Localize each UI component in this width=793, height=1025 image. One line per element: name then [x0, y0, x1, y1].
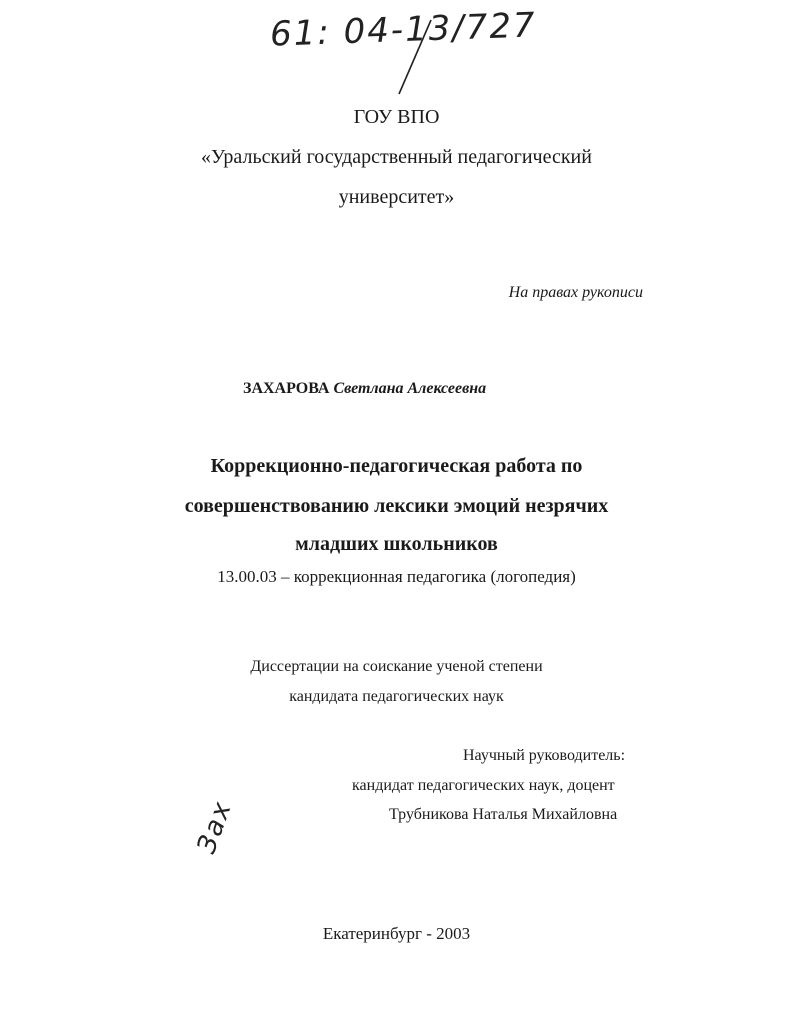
- title-line1: Коррекционно-педагогическая работа по: [210, 455, 583, 477]
- advisor-name: Трубникова Наталья Михайловна: [389, 806, 618, 823]
- degree-line1: Диссертации на соискание ученой степени: [250, 658, 543, 675]
- place-and-year: Екатеринбург - 2003: [322, 924, 471, 943]
- author-surname: ЗАХАРОВА: [243, 380, 330, 397]
- org-short-name: ГОУ ВПО: [353, 106, 440, 128]
- degree-line2: кандидата педагогических наук: [289, 688, 504, 705]
- title-line3: младших школьников: [295, 533, 498, 555]
- author-given-names: Светлана Алексеевна: [333, 380, 487, 397]
- university-name-line2: университет»: [338, 186, 455, 208]
- manuscript-rights-note: На правах рукописи: [508, 284, 643, 301]
- archive-mark-slash-line: [395, 18, 435, 96]
- specialty-code: 13.00.03 – коррекционная педагогика (логопедия): [217, 567, 576, 586]
- archive-handwritten-mark: 61: 04-13/727: [269, 5, 538, 55]
- university-name-line1: «Уральский государственный педагогический: [201, 146, 592, 168]
- handwritten-signature: Зах: [191, 796, 239, 858]
- title-line2: совершенствованию лексики эмоций незрячих: [184, 495, 609, 517]
- advisor-label: Научный руководитель:: [463, 747, 626, 764]
- author-name: [243, 380, 486, 398]
- advisor-rank: кандидат педагогических наук, доцент: [352, 777, 615, 794]
